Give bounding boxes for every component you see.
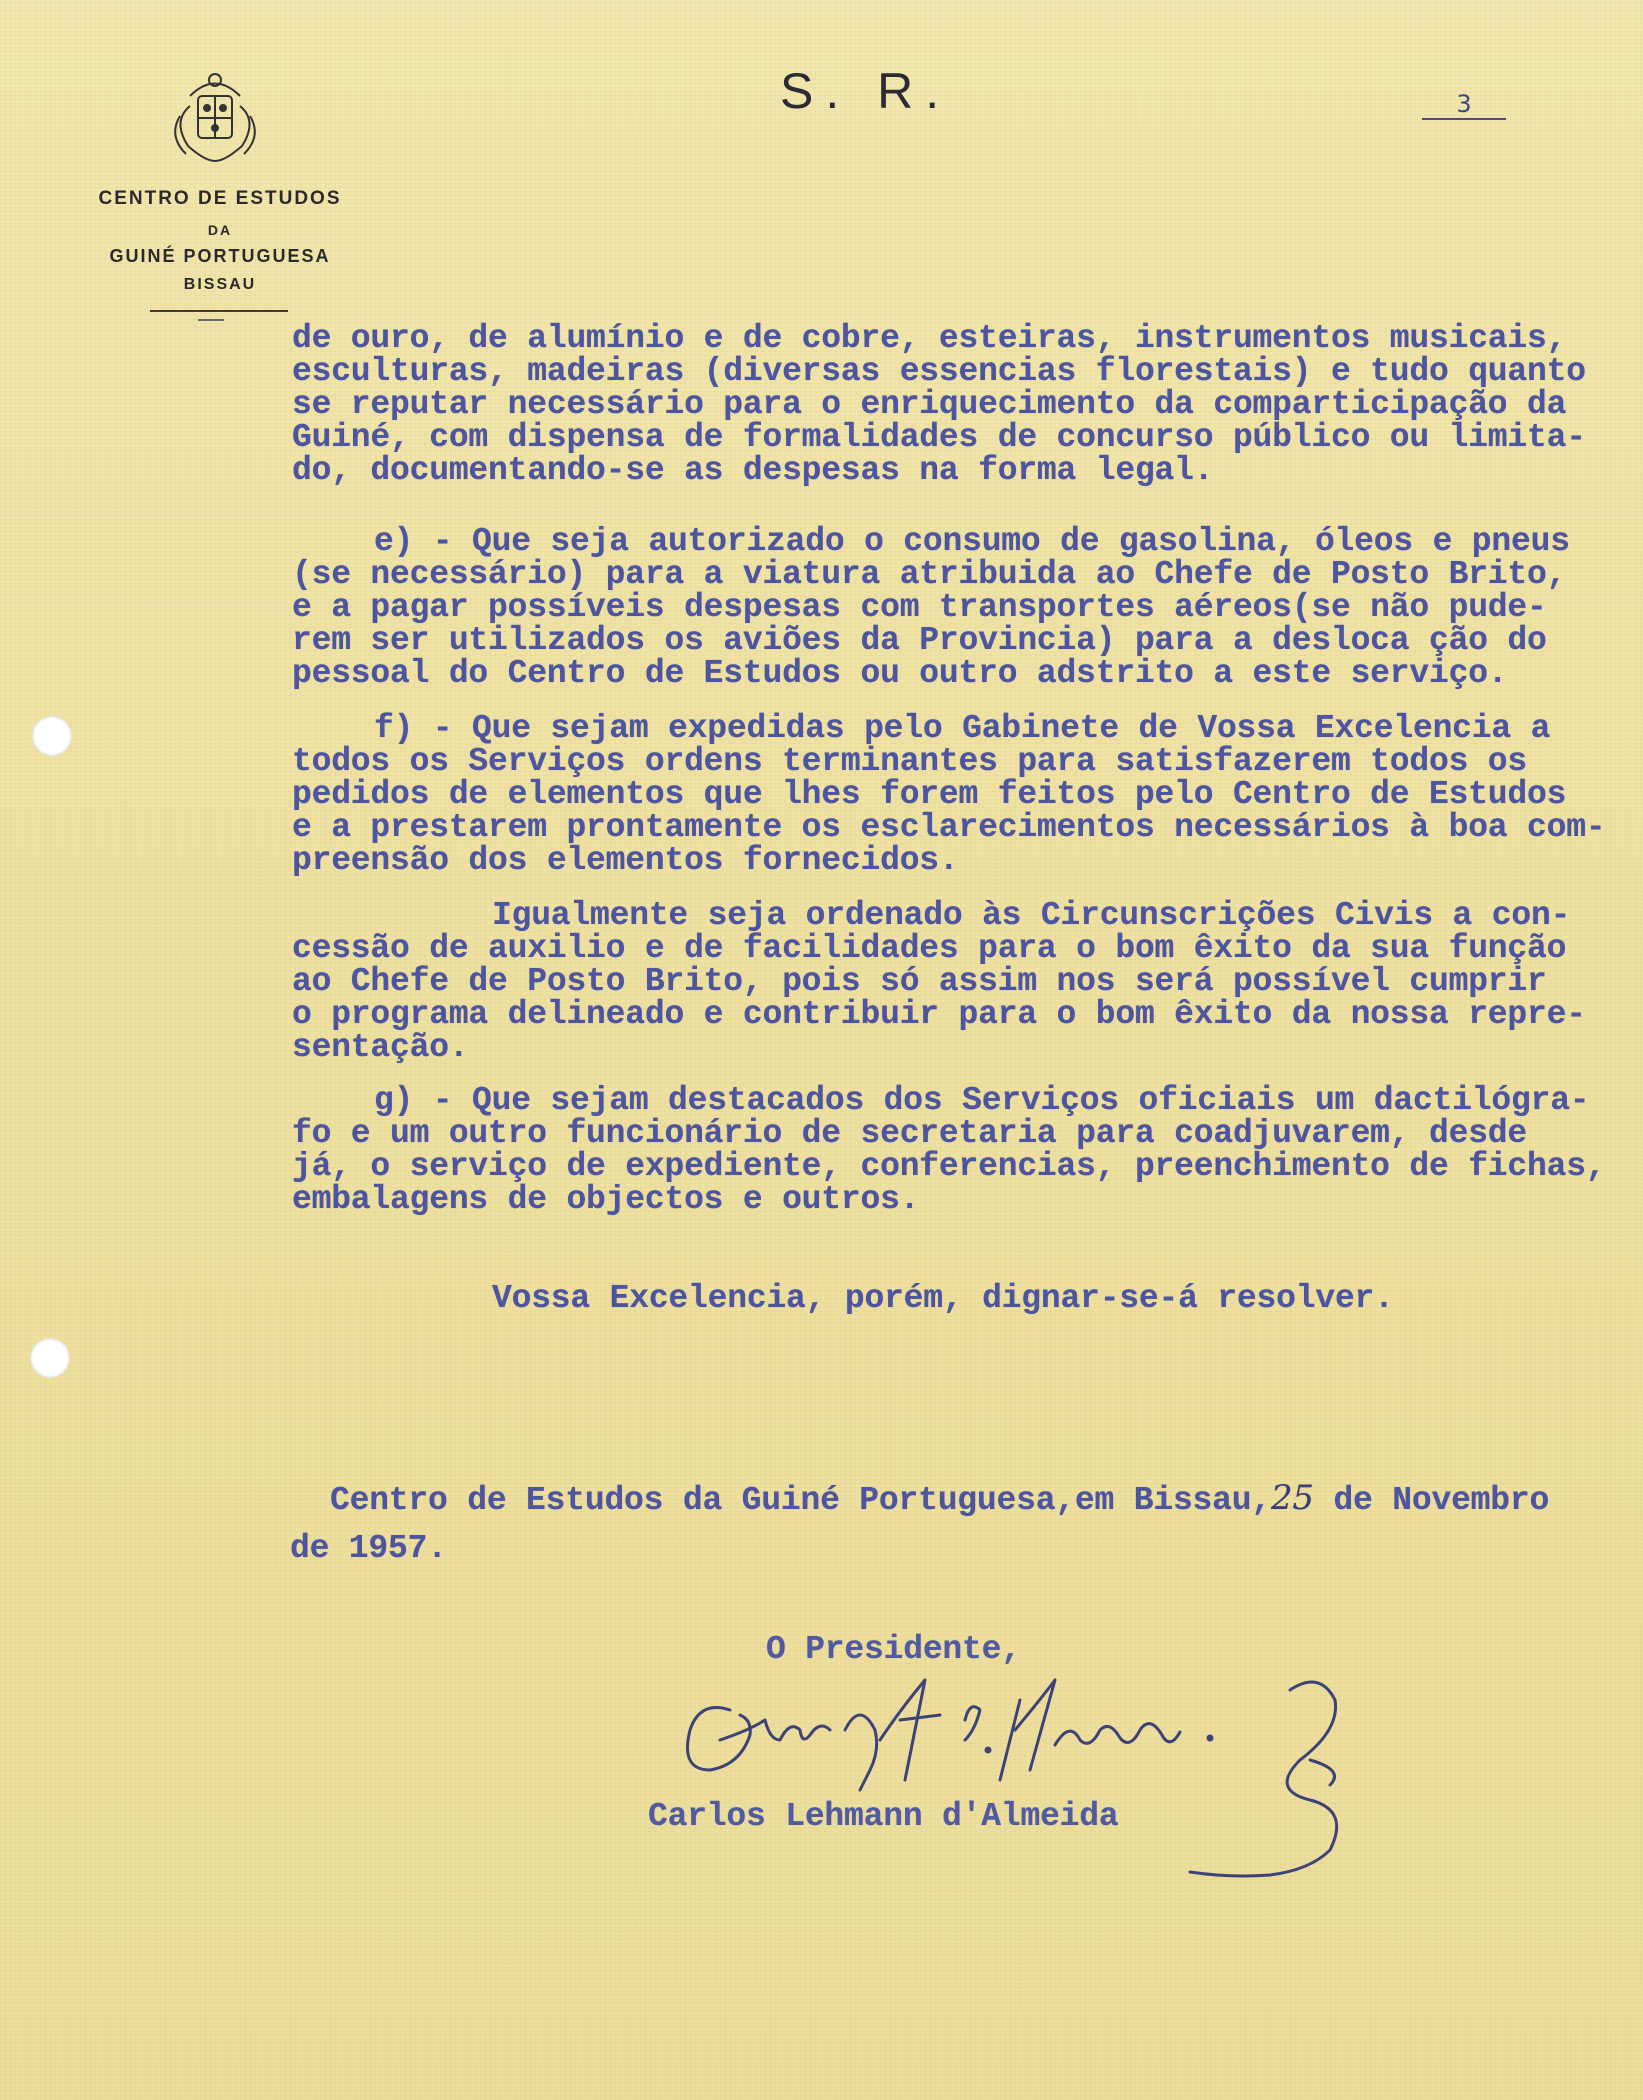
text-line: já, o serviço de expediente, conferencias, preenchimento de fichas, bbox=[292, 1148, 1606, 1185]
binder-hole bbox=[30, 1338, 70, 1378]
signatory-name: Carlos Lehmann d'Almeida bbox=[648, 1798, 1119, 1835]
closing-line: Vossa Excelencia, porém, dignar-se-á resolver. bbox=[492, 1280, 1394, 1317]
text-line: de ouro, de alumínio e de cobre, esteiras, instrumentos musicais, bbox=[292, 320, 1567, 357]
dateline bbox=[330, 1478, 1550, 1519]
text-line: o programa delineado e contribuir para o bom êxito da nossa repre- bbox=[292, 996, 1586, 1033]
text-line: f) - Que sejam expedidas pelo Gabinete de Vossa Excelencia a bbox=[374, 710, 1551, 747]
text-line: (se necessário) para a viatura atribuida ao Chefe de Posto Brito, bbox=[292, 556, 1567, 593]
dateline-day: 25 bbox=[1270, 1478, 1314, 1518]
letterhead-line: CENTRO DE ESTUDOS bbox=[98, 188, 342, 209]
text-line: do, documentando-se as despesas na forma legal. bbox=[292, 452, 1214, 489]
text-line: sentação. bbox=[292, 1029, 469, 1066]
text-line: preensão dos elementos fornecidos. bbox=[292, 842, 959, 879]
text-line: Igualmente seja ordenado às Circunscrições Civis a con- bbox=[492, 897, 1571, 934]
coat-of-arms-icon bbox=[160, 66, 270, 166]
text-line: embalagens de objectos e outros. bbox=[292, 1181, 920, 1218]
text-line: se reputar necessário para o enriquecimento da comparticipação da bbox=[292, 386, 1567, 423]
text-line: fo e um outro funcionário de secretaria para coadjuvarem, desde bbox=[292, 1115, 1528, 1152]
signatory-title: O Presidente, bbox=[766, 1631, 1021, 1668]
letterhead-divider bbox=[198, 319, 224, 321]
text-line: e a prestarem prontamente os esclarecimentos necessários à boa com- bbox=[292, 809, 1606, 846]
text-line: Guiné, com dispensa de formalidades de concurso público ou limita- bbox=[292, 419, 1586, 456]
handwritten-signature bbox=[670, 1660, 1430, 1880]
text-line: todos os Serviços ordens terminantes para satisfazerem todos os bbox=[292, 743, 1528, 780]
text-line: pedidos de elementos que lhes forem feitos pelo Centro de Estudos bbox=[292, 776, 1567, 813]
letterhead-divider bbox=[150, 310, 288, 312]
text-line: g) - Que sejam destacados dos Serviços oficiais um dactilógra- bbox=[374, 1082, 1590, 1119]
text-line: rem ser utilizados os aviões da Provincia) para a desloca ção do bbox=[292, 622, 1547, 659]
letterhead-line: GUINÉ PORTUGUESA bbox=[109, 246, 331, 266]
text-line: cessão de auxilio e de facilidades para o bom êxito da sua função bbox=[292, 930, 1567, 967]
dateline-month: de Novembro bbox=[1313, 1482, 1550, 1519]
text-line: pessoal do Centro de Estudos ou outro adstrito a este serviço. bbox=[292, 655, 1508, 692]
binder-hole bbox=[32, 716, 72, 756]
letterhead-line: DA bbox=[207, 222, 233, 238]
text-line: e a pagar possíveis despesas com transportes aéreos(se não pude- bbox=[292, 589, 1547, 626]
dateline-year: de 1957. bbox=[290, 1530, 447, 1567]
dateline-place: Centro de Estudos da Guiné Portuguesa,em Bissau, bbox=[330, 1482, 1271, 1519]
document-title: S. R. bbox=[780, 63, 952, 119]
page-number: 3 bbox=[1422, 90, 1506, 120]
text-line: e) - Que seja autorizado o consumo de gasolina, óleos e pneus bbox=[374, 523, 1570, 560]
letterhead-line: BISSAU bbox=[183, 276, 257, 293]
text-line: ao Chefe de Posto Brito, pois só assim nos será possível cumprir bbox=[292, 963, 1547, 1000]
text-line: esculturas, madeiras (diversas essencias florestais) e tudo quanto bbox=[292, 353, 1586, 390]
